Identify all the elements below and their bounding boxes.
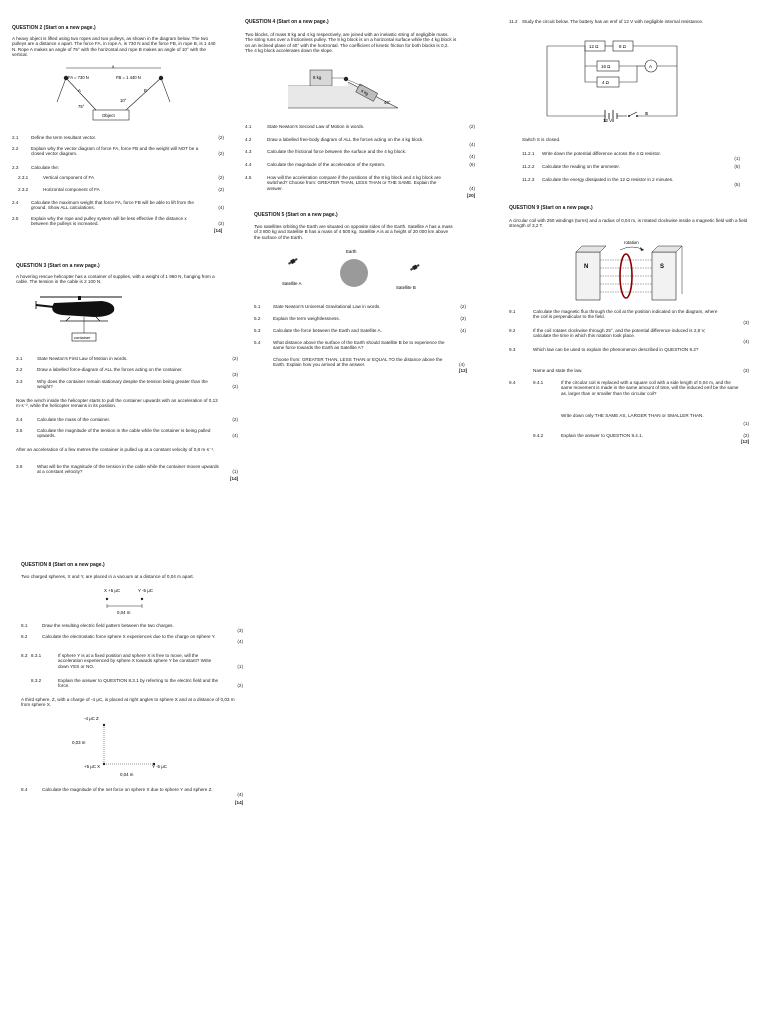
q2-angle-a: 75°: [78, 104, 85, 109]
q8-x-label: +5 μC X: [84, 764, 101, 769]
q2-rope-a: A: [78, 88, 81, 93]
q5-choose-mark: (4): [459, 362, 465, 367]
q5-title: QUESTION 5 (Start on a new page.): [254, 212, 338, 218]
item-marks: (1): [237, 663, 243, 669]
item-number: 5.2: [254, 316, 261, 321]
q5-intro: Two satellites orbiting the Earth are situated on opposite sides of the Earth. Satellite A has a mass of 3 800 kg and Satellite B has a mass of 4 500 kg. Satellite A is at a height of 20 000 km above the surface of the Earth.: [254, 224, 453, 240]
question-item: [16, 367, 238, 378]
item-number: 8.3.1: [31, 653, 42, 658]
q2-fa-label: FA = 730 N: [68, 75, 89, 80]
item-text: State Newton's First Law of Motion in words.: [37, 356, 128, 361]
item-number: 5.3: [254, 328, 261, 333]
q5-sat-b-label: Satellite B: [396, 285, 416, 290]
item-number: 3.5: [16, 428, 23, 433]
item-number: 9.1: [509, 309, 516, 314]
q11-intro-row: [509, 19, 749, 31]
q8-intro: Two charged spheres, X and Y, are placed in a vacuum at a distance of 0,04 m apart.: [21, 574, 194, 579]
item-marks: (4): [232, 433, 238, 439]
q4-incline-diagram: [288, 66, 408, 110]
q4-total: [20]: [467, 193, 476, 198]
question-item: [522, 177, 740, 188]
q9-941-row: [509, 380, 749, 408]
item-marks: (4): [237, 639, 243, 645]
item-number: 3.1: [16, 356, 23, 361]
q3-total: [14]: [230, 476, 239, 481]
q9-942-row: [509, 433, 749, 441]
item-marks: (2): [218, 187, 224, 192]
q2-x-label: x: [112, 64, 115, 69]
item-number: 2.3.1: [18, 175, 29, 180]
q9-941b-row: [509, 413, 749, 425]
question-item: [12, 146, 224, 157]
item-number: 2.5: [12, 216, 19, 221]
q3-helicopter-diagram: [34, 293, 130, 341]
item-text: Which law can be used to explain the phenomenon described in QUESTION 9.2?: [533, 347, 699, 352]
q11-r8-label: 8 Ω: [619, 44, 626, 49]
q11-switch-label: S: [645, 111, 648, 116]
item-marks: (1): [734, 156, 740, 162]
item-number: 11.2.3: [522, 177, 535, 182]
question-item: [522, 151, 740, 162]
question-item: [245, 175, 475, 191]
item-marks: (2): [469, 124, 475, 129]
q3-mid: Now the winch inside the helicopter starts to pull the container upwards with an acceleration of 0,13 m·s⁻², while the helicopter remains in its position.: [16, 398, 218, 409]
item-number: 11.2.1: [522, 151, 535, 156]
item-text: Name and state the law.: [533, 368, 583, 373]
question-item: [245, 149, 475, 160]
item-number: 5.1: [254, 304, 261, 309]
item-marks: (4): [469, 185, 475, 191]
question-item: [509, 347, 749, 355]
item-marks: (2): [232, 384, 238, 390]
question-item: [12, 165, 224, 173]
question-item: [16, 356, 238, 364]
q9-total: [12]: [741, 439, 750, 444]
item-marks: (2): [218, 175, 224, 180]
q2-object-label: Object: [102, 113, 115, 118]
item-marks: (3): [743, 319, 749, 325]
q11-closed: Switch S is closed.: [522, 137, 561, 142]
question-item: [16, 464, 238, 475]
q5-total: [12]: [459, 368, 468, 373]
item-text: Calculate the magnetic flux through the coil at the position indicated on the diagram, where the coil is perpendicular to the field.: [533, 309, 718, 320]
question-item: [21, 787, 243, 798]
item-text: What will be the magnitude of the tension in the cable while the container moves upwards at a constant velocity?: [37, 464, 219, 475]
item-number: 3.3: [16, 379, 23, 384]
item-text: Explain why the rope and pulley system will be less effective if the distance x between the pulleys is increased.: [31, 216, 187, 227]
q8-total: [14]: [235, 800, 244, 805]
question-item: [16, 417, 238, 425]
question-item: [245, 162, 475, 170]
item-number: 2.3.2: [18, 187, 29, 192]
item-marks: (5): [734, 182, 740, 188]
q8-z-label: -4 μC Z: [84, 716, 99, 721]
item-marks: (2): [460, 316, 466, 321]
question-item: [254, 304, 466, 312]
item-marks: (1): [232, 469, 238, 475]
item-text: Calculate the magnitude of the net force on sphere X due to sphere Y and sphere Z.: [42, 787, 213, 792]
item-text: Calculate the mass of the container.: [37, 417, 111, 422]
item-number: 4.4: [245, 162, 252, 167]
item-text: Calculate the:: [31, 165, 60, 170]
q8-title: QUESTION 8 (Start on a new page.): [21, 562, 105, 568]
item-marks: (4): [237, 792, 243, 798]
question-item: [254, 316, 466, 324]
q3-mid2: After an acceleration of a few metres the container is pulled up at a constant velocity of 0,8 m·s⁻¹.: [16, 447, 215, 452]
item-marks: (2): [218, 151, 224, 157]
item-number: 5.4: [254, 340, 261, 345]
item-number: 3.4: [16, 417, 23, 422]
q4-intro: Two blocks, of mass 8 kg and 4 kg respectively, are joined with an inelastic string of negligible mass. The string runs over a frictionless pulley. The 8 kg block is on a horizontal surface while the 4 kg block is on an inclined plane of 40° with the horizontal. The coefficient of kinetic friction for both blocks is 0,2. The 4 kg block accelerates down the slope.: [245, 32, 457, 53]
item-marks: (2): [232, 417, 238, 422]
item-text: Vertical component of FA: [43, 175, 95, 180]
item-text: Calculate the frictional force between the surface and the 4 kg block.: [267, 149, 407, 154]
q11-r16-label: 16 Ω: [601, 64, 611, 69]
q2-total: [14]: [214, 228, 223, 233]
item-text: Horizontal component of FA: [43, 187, 100, 192]
item-marks: (6): [469, 162, 475, 167]
item-number: 8.2: [21, 634, 28, 639]
question-item: [21, 678, 243, 689]
item-text: Draw a labelled free-body diagram of ALL the forces acting on the 4 kg block.: [267, 137, 424, 142]
item-text: Calculate the magnitude of the tension in the cable while the container is being pulled upwards.: [37, 428, 211, 439]
item-marks: (3): [743, 368, 749, 373]
item-text: Calculate the energy dissipated in the 12 Ω resistor in 2 minutes.: [542, 177, 674, 182]
item-marks: (3): [237, 628, 243, 634]
q8-dist-label: 0,04 m: [117, 610, 131, 615]
q2-intro: A heavy object is lifted using two ropes and two pulleys, as shown in the diagram below. The two pulleys are a distance x apart. The force FA, in rope A, is 730 N and the force FB, in rope B, is 1 440 N. Rope A makes an angle of 75° with the horizontal and rope B makes an angle of 10° with the vertical.: [12, 36, 216, 57]
q5-choose: Choose from: GREATER THAN, LESS THAN or EQUAL TO the distance above the Earth. Explain how you arrived at the answer.: [273, 357, 443, 368]
question-item: [254, 328, 466, 336]
question-item: [21, 623, 243, 634]
q9-n-label: N: [584, 264, 589, 270]
item-number: 2.4: [12, 200, 19, 205]
q3-title: QUESTION 3 (Start on a new page.): [16, 263, 100, 269]
item-text: Calculate the magnitude of the acceleration of the system.: [267, 162, 386, 167]
q9-941-number: 9.4.1: [533, 380, 544, 385]
q11-r4-label: 4 Ω: [602, 80, 609, 85]
q11-intro: Study the circuit below. The battery has an emf of 12 V with negligible internal resistance.: [522, 19, 704, 24]
item-number: 8.3.2: [31, 678, 42, 683]
question-item: [12, 175, 224, 183]
question-item: [16, 428, 238, 439]
q3-container-label: container: [74, 335, 91, 340]
item-number: 3.2: [16, 367, 23, 372]
item-text: Calculate the maximum weight that force FA, force FB will be able to lift from the ground. Show ALL calculations.: [31, 200, 194, 211]
item-text: How will the acceleration compare if the positions of the 8 kg block and 4 kg block are switched? Choose from: GREATER THAN, LESS THAN or THE SAME. Explain the answer.: [267, 175, 441, 191]
question-item: [12, 135, 224, 143]
question-item: [509, 328, 749, 344]
item-number: 4.5: [245, 175, 252, 180]
item-text: Explain the term weightlessness.: [273, 316, 340, 321]
item-text: Define the term resultant vector.: [31, 135, 97, 140]
question-item: [254, 340, 466, 351]
item-text: Calculate the reading on the ammeter.: [542, 164, 620, 169]
item-text: If sphere Y is at a fixed position and sphere X is free to move, will the acceleration experienced by sphere X towards sphere Y be constant? Write down YES or NO.: [58, 653, 212, 669]
question-item: [12, 187, 224, 195]
item-text: State Newton's Universal Gravitational Law in words.: [273, 304, 381, 309]
q2-angle-b: 10°: [120, 98, 127, 103]
q8-charges-diagram: [102, 586, 172, 616]
item-number: 8.4: [21, 787, 28, 792]
q2-pulley-diagram: [54, 66, 174, 122]
question-item: [12, 200, 224, 211]
item-number: 9.2: [509, 328, 516, 333]
item-text: State Newton's Second Law of Motion in words.: [267, 124, 365, 129]
item-text: Calculate the force between the Earth and Satellite A.: [273, 328, 382, 333]
item-number: 8.1: [21, 623, 28, 628]
item-text: Calculate the electrostatic force sphere X experiences due to the charge on sphere Y.: [42, 634, 216, 639]
item-text: Write down the potential difference across the 4 Ω resistor.: [542, 151, 661, 156]
q8-y-charge: Y -5 μC: [138, 588, 153, 593]
item-marks: (3): [232, 372, 238, 378]
item-text: Why does the container remain stationary despite the tension being greater than the weight?: [37, 379, 208, 390]
q9-rotation-label: rotation: [624, 240, 639, 245]
item-marks: (2): [218, 221, 224, 227]
q8-mid: A third sphere, Z, with a charge of -4 μC, is placed at right angles to sphere X and at a distance of 0,03 m from sphere X.: [21, 697, 235, 708]
item-number: 4.3: [245, 149, 252, 154]
item-number: 9.4: [509, 380, 516, 385]
item-text: If the coil rotates clockwise through 25°, and the potential difference induced is 2,8 V, calculate the time in which this rotation took place.: [533, 328, 706, 339]
q8-hdist-label: 0,04 m: [120, 772, 134, 777]
question-item: [509, 368, 749, 376]
item-marks: (4): [743, 338, 749, 344]
q5-earth-diagram: [282, 247, 432, 293]
q9-941b-mark: (1): [743, 421, 749, 426]
item-number: 4.2: [245, 137, 252, 142]
q11-r12-label: 12 Ω: [589, 44, 599, 49]
q3-intro: A hovering rescue helicopter has a container of supplies, with a weight of 1 960 N, hanging from a cable. The tension in the cable is 2 100 N.: [16, 274, 215, 285]
q4-block8-label: 8 kg: [313, 75, 322, 80]
item-number: 9.3: [509, 347, 516, 352]
q9-942-number: 9.4.2: [533, 433, 544, 438]
item-marks: (4): [469, 154, 475, 160]
question-item: [21, 653, 243, 669]
q9-coil-diagram: [572, 238, 692, 302]
item-number: 2.3: [12, 165, 19, 170]
q4-title: QUESTION 4 (Start on a new page.): [245, 19, 329, 25]
q4-angle-label: 40°: [384, 100, 391, 105]
q8-y-label: Y -5 μC: [152, 764, 167, 769]
q9-intro: A circular coil with 250 windings (turns) and a radius of 0,04 m, is rotated clockwise inside a magnetic field with a field strength of 3,2 T.: [509, 218, 748, 229]
q9-title: QUESTION 9 (Start on a new page.): [509, 205, 593, 211]
q8-vdist-label: 0,03 m: [72, 740, 86, 745]
item-text: Explain why the vector diagram of force FA, force FB and the weight will NOT be a closed vector diagram.: [31, 146, 199, 157]
item-marks: (5): [734, 164, 740, 169]
q9-941-text: If the circular coil is replaced with a square coil with a side length of 0,04 m, and the same movement is made in the same amount of time, will the induced emf be the same as, larger than or smaller than the circular coil?: [561, 380, 739, 396]
question-item: [12, 216, 224, 227]
item-marks: (4): [218, 205, 224, 211]
question-item: [245, 137, 475, 148]
item-text: Explain the answer to QUESTION 8.3.1 by referring to the electric field and the force.: [58, 678, 219, 689]
q8-triangle-diagram: [72, 714, 172, 778]
q9-941b-text: Write down only THE SAME AS, LARGER THAN or SMALLER THAN.: [561, 413, 704, 418]
item-marks: (2): [218, 135, 224, 140]
question-item: [16, 379, 238, 390]
item-marks: (4): [469, 142, 475, 148]
q2-title: QUESTION 2 (Start on a new page.): [12, 25, 96, 31]
q5-earth-label: Earth: [346, 249, 357, 254]
item-marks: (2): [232, 356, 238, 361]
q9-942-text: Explain the answer to QUESTION 9.4.1.: [561, 433, 643, 438]
item-number: 11.2.2: [522, 164, 535, 169]
item-number: 2.1: [12, 135, 19, 140]
question-item: [522, 164, 740, 172]
q4-block4-label: 4 kg: [360, 88, 370, 97]
q11-ammeter-label: A: [649, 64, 653, 69]
item-number: 4.1: [245, 124, 252, 129]
q5-sat-a-label: Satellite A: [282, 281, 302, 286]
question-item: [509, 309, 749, 325]
item-number: 3.6: [16, 464, 23, 469]
q8-x-charge: X +5 μC: [104, 588, 121, 593]
question-item: [245, 124, 475, 132]
item-text: What distance above the surface of the Earth should Satellite B be to experience the same force towards the Earth as Satellite A?: [273, 340, 445, 351]
question-item: [21, 634, 243, 645]
item-text: Draw a labelled force-diagram of ALL the forces acting on the container.: [37, 367, 183, 372]
q9-942-mark: (2): [743, 433, 749, 438]
q11-battery-label: 12 V: [603, 118, 613, 123]
item-marks: (2): [460, 304, 466, 309]
q11-number: 11.2: [509, 19, 518, 24]
item-text: Draw the resulting electric field pattern between the two charges.: [42, 623, 174, 628]
q2-rope-b: B: [144, 88, 147, 93]
item-marks: (2): [237, 683, 243, 689]
item-number: 8.3: [21, 653, 28, 658]
q11-circuit-diagram: [541, 36, 681, 122]
q2-fb-label: FB = 1 440 N: [116, 75, 141, 80]
item-number: 2.2: [12, 146, 19, 151]
item-marks: (4): [460, 328, 466, 333]
q9-s-label: S: [660, 264, 665, 270]
